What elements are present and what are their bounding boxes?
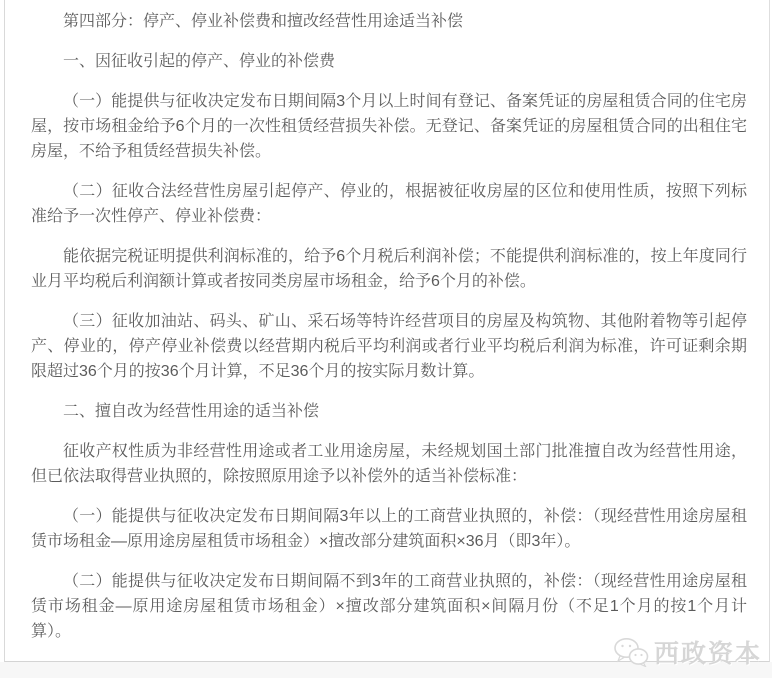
subsection-heading-2: 二、擅自改为经营性用途的适当补偿 bbox=[63, 403, 320, 420]
paragraph-unauthorized-use: 征收产权性质为非经营性用途或者工业用途房屋，未经规划国土部门批准擅自改为经营性用途，但已依法取得营业执照的，除按照原用途予以补偿外的适当补偿标准： bbox=[31, 443, 747, 485]
wechat-logo-icon bbox=[613, 637, 649, 667]
paragraph-item-1: （一）能提供与征收决定发布日期间隔3个月以上时间有登记、备案凭证的房屋租赁合同的住宅房屋，按市场租金给予6个月的一次性租赁经营损失补偿。无登记、备案凭证的房屋租赁合同的出租住宅房屋，不给予租赁经营损失补偿。 bbox=[31, 93, 747, 160]
paragraph-item-3: （三）征收加油站、码头、矿山、采石场等特许经营项目的房屋及构筑物、其他附着物等引起停产、停业的，停产停业补偿费以经营期内税后平均利润或者行业平均税后利润为标准，许可证剩余期限超过36个月的按36个月计算，不足36个月的按实际月数计算。 bbox=[31, 313, 747, 380]
paragraph-license-over-3y: （一）能提供与征收决定发布日期间隔3年以上的工商营业执照的，补偿：（现经营性用途房屋租赁市场租金—原用途房屋租赁市场租金）×擅改部分建筑面积×36月（即3年）。 bbox=[31, 508, 747, 550]
paragraph-profit-standard: 能依据完税证明提供利润标准的，给予6个月税后利润补偿；不能提供利润标准的，按上年度同行业月平均税后利润额计算或者按同类房屋市场租金，给予6个月的补偿。 bbox=[31, 248, 747, 290]
watermark bbox=[613, 634, 762, 670]
paragraph-license-under-3y: （二）能提供与征收决定发布日期间隔不到3年的工商营业执照的，补偿：（现经营性用途房屋租赁市场租金—原用途房屋租赁市场租金）×擅改部分建筑面积×间隔月份（不足1个月的按1个月计算）。 bbox=[31, 573, 747, 640]
subsection-heading-1: 一、因征收引起的停产、停业的补偿费 bbox=[63, 53, 336, 70]
section-heading: 第四部分：停产、停业补偿费和擅改经营性用途适当补偿 bbox=[63, 13, 464, 30]
paragraph-item-2: （二）征收合法经营性房屋引起停产、停业的，根据被征收房屋的区位和使用性质，按照下列标准给予一次性停产、停业补偿费： bbox=[31, 183, 747, 225]
watermark-label: 西政资本 bbox=[653, 640, 762, 668]
document-panel bbox=[4, 0, 770, 662]
